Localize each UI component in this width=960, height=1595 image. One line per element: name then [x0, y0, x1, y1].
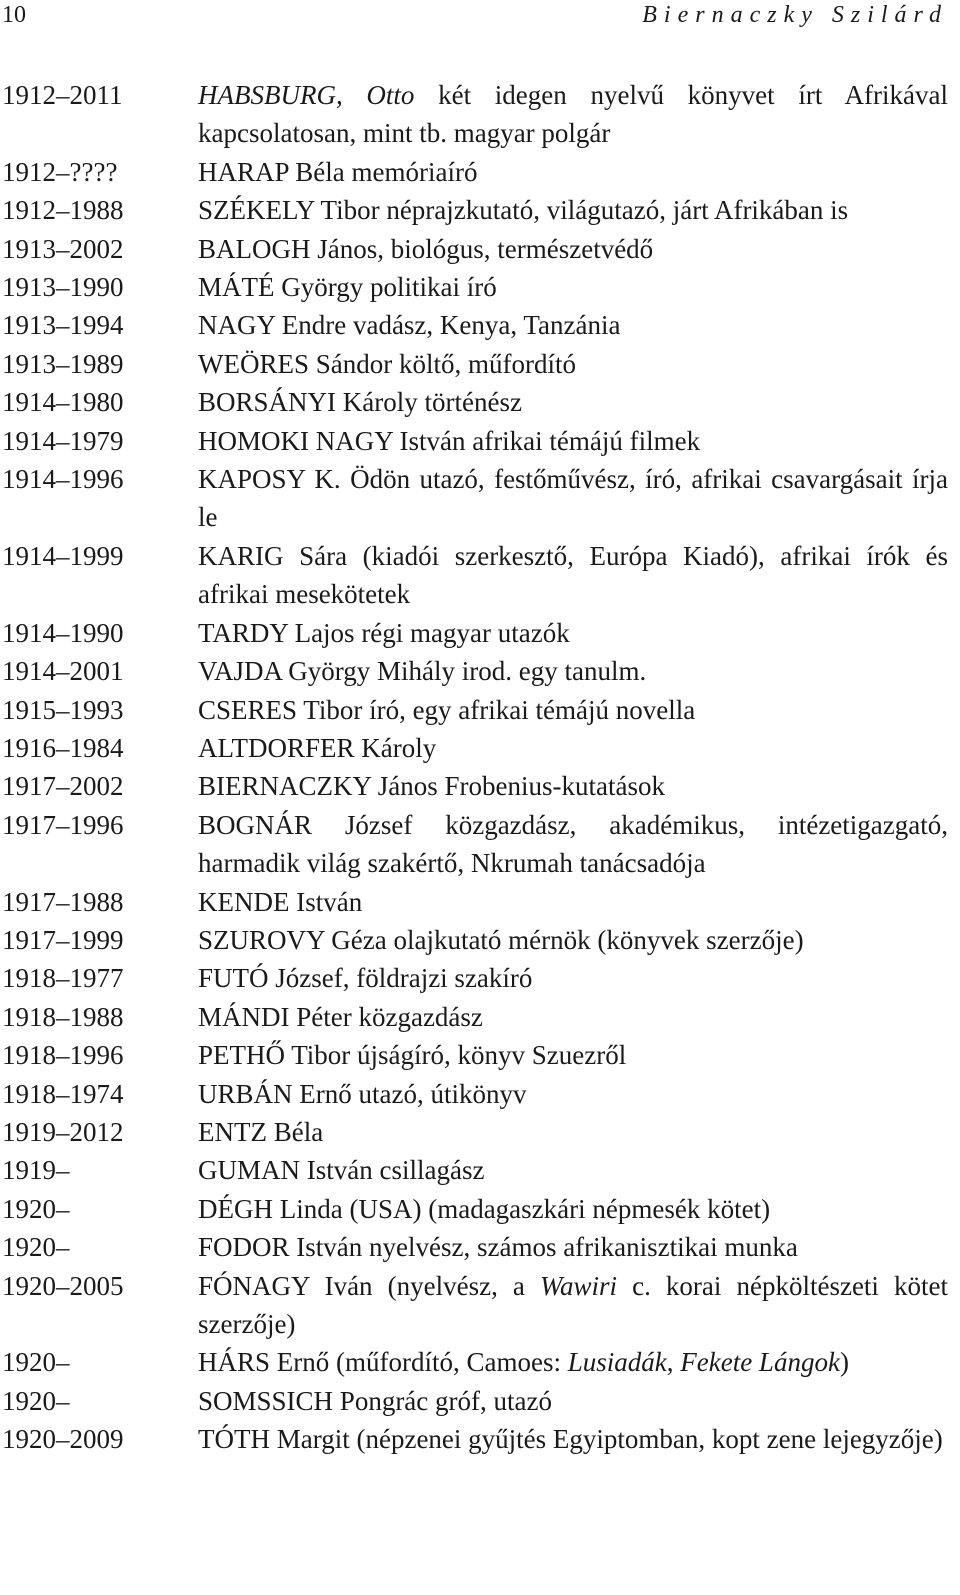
entry-row: [0, 959, 948, 997]
entry-text: KARIG Sára (kiadói szerkesztő, Európa Kiadó), afrikai írók és afrikai mesekötetek: [198, 540, 948, 610]
entry-years: 1919–2012: [2, 1116, 124, 1147]
entry-text: VAJDA György Mihály irod. egy tanulm.: [198, 656, 647, 687]
entry-text: ,: [666, 1347, 681, 1378]
entry-text: BALOGH János, biológus, természetvédő: [198, 233, 654, 264]
entry-text: NAGY Endre vadász, Kenya, Tanzánia: [198, 310, 621, 341]
entry-text: WEÖRES Sándor költő, műfordító: [198, 348, 576, 379]
entry-text: BORSÁNYI Károly történész: [198, 387, 522, 418]
entry-description: [198, 959, 948, 997]
entry-description: [198, 345, 948, 383]
entry-row: [0, 1420, 948, 1458]
entry-text: BOGNÁR József közgazdász, akadémikus, intézetigazgató, harmadik világ szakértő, Nkrumah tanácsadója: [198, 809, 948, 879]
chronology-list: [0, 76, 948, 1459]
entry-years: 1920–: [2, 1193, 70, 1224]
entry-years: 1918–1977: [2, 963, 124, 994]
entry-row: [0, 153, 948, 191]
entry-description: [198, 998, 948, 1036]
entry-row: [0, 883, 948, 921]
entry-text: c. korai népköltészeti kötet szerzője): [198, 1270, 948, 1339]
entry-description: [198, 460, 948, 537]
entry-text: HARAP Béla memóriaíró: [198, 156, 478, 187]
entry-text: SZÉKELY Tibor néprajzkutató, világutazó, járt Afrikában is: [198, 195, 849, 226]
entry-text: TÓTH Margit (népzenei gyűjtés Egyiptomban, kopt zene lejegyzője): [198, 1424, 943, 1455]
page-header: [0, 0, 948, 30]
entry-description: [198, 691, 948, 729]
entry-text: HOMOKI NAGY István afrikai témájú filmek: [198, 425, 701, 456]
entry-row: [0, 1382, 948, 1420]
entry-row: [0, 422, 948, 460]
entry-description: [198, 729, 948, 767]
entry-years: 1912–2011: [2, 80, 123, 110]
entry-row: [0, 191, 948, 229]
entry-text: MÁTÉ György politikai író: [198, 272, 497, 303]
entry-description: [198, 1228, 948, 1266]
entry-years: 1913–2002: [2, 233, 124, 264]
entry-years: 1914–1979: [2, 425, 124, 456]
entry-row: [0, 652, 948, 690]
entry-row: [0, 383, 948, 421]
entry-description: [198, 1113, 948, 1151]
entry-row: [0, 268, 948, 306]
entry-text: URBÁN Ernő utazó, útikönyv: [198, 1078, 527, 1109]
entry-years: 1913–1990: [2, 272, 124, 303]
page-number: 10: [2, 2, 26, 28]
entry-description: [198, 652, 948, 690]
entry-description: [198, 614, 948, 652]
entry-row: [0, 537, 948, 614]
entry-description: [198, 1420, 948, 1458]
entry-description: [198, 1267, 948, 1344]
entry-text: FUTÓ József, földrajzi szakíró: [198, 963, 533, 994]
entry-years: 1914–1980: [2, 387, 124, 418]
entry-years: 1917–1988: [2, 886, 124, 917]
italic-text: Lusiadák: [567, 1347, 667, 1378]
entry-row: [0, 1343, 948, 1381]
entry-years: 1914–1996: [2, 464, 124, 495]
entry-years: 1913–1994: [2, 310, 124, 341]
entry-years: 1920–2005: [2, 1270, 124, 1301]
entry-row: [0, 306, 948, 344]
entry-description: [198, 306, 948, 344]
entry-years: 1918–1988: [2, 1001, 124, 1032]
entry-row: [0, 806, 948, 883]
entry-row: [0, 1267, 948, 1344]
italic-text: Fekete Lángok: [680, 1347, 840, 1378]
entry-row: [0, 230, 948, 268]
entry-row: [0, 614, 948, 652]
entry-row: [0, 1113, 948, 1151]
entry-row: [0, 998, 948, 1036]
entry-text: BIERNACZKY János Frobenius-kutatások: [198, 771, 665, 802]
entry-text: SZUROVY Géza olajkutató mérnök (könyvek szerzője): [198, 924, 804, 955]
entry-years: 1915–1993: [2, 694, 124, 725]
entry-years: 1920–2009: [2, 1424, 124, 1455]
entry-years: 1913–1989: [2, 348, 124, 379]
entry-years: 1912–1988: [2, 195, 124, 226]
italic-text: HABSBURG, Otto: [198, 80, 415, 110]
entry-description: [198, 76, 948, 153]
entry-row: [0, 691, 948, 729]
entry-text: FÓNAGY Iván (nyelvész, a: [198, 1270, 540, 1301]
entry-text: CSERES Tibor író, egy afrikai témájú novella: [198, 694, 696, 725]
entry-description: [198, 230, 948, 268]
entry-text: ENTZ Béla: [198, 1116, 324, 1147]
entry-text: KAPOSY K. Ödön utazó, festőművész, író, afrikai csavargásait írja le: [198, 464, 948, 533]
entry-years: 1918–1974: [2, 1078, 124, 1109]
entry-description: [198, 767, 948, 805]
entry-text: DÉGH Linda (USA) (madagaszkári népmesék kötet): [198, 1193, 771, 1224]
entry-text: MÁNDI Péter közgazdász: [198, 1001, 483, 1032]
entry-row: [0, 460, 948, 537]
entry-text: HÁRS Ernő (műfordító, Camoes:: [198, 1347, 568, 1378]
entry-description: [198, 1075, 948, 1113]
entry-years: 1912–????: [2, 156, 118, 187]
entry-text: SOMSSICH Pongrác gróf, utazó: [198, 1385, 552, 1416]
entry-years: 1920–: [2, 1232, 70, 1263]
entry-text: TARDY Lajos régi magyar utazók: [198, 617, 570, 648]
entry-years: 1917–2002: [2, 771, 124, 802]
entry-description: [198, 921, 948, 959]
entry-text: GUMAN István csillagász: [198, 1155, 485, 1186]
entry-description: [198, 1343, 948, 1381]
entry-row: [0, 1075, 948, 1113]
entry-description: [198, 422, 948, 460]
entry-row: [0, 76, 948, 153]
entry-description: [198, 268, 948, 306]
entry-text: ALTDORFER Károly: [198, 732, 437, 763]
entry-row: [0, 1151, 948, 1189]
entry-row: [0, 1190, 948, 1228]
entry-text: FODOR István nyelvész, számos afrikanisztikai munka: [198, 1232, 798, 1263]
entry-text: KENDE István: [198, 886, 363, 917]
entry-description: [198, 806, 948, 883]
entry-text: PETHŐ Tibor újságíró, könyv Szuezről: [198, 1040, 627, 1071]
entry-row: [0, 767, 948, 805]
entry-years: 1917–1999: [2, 924, 124, 955]
entry-description: [198, 1382, 948, 1420]
entry-description: [198, 1190, 948, 1228]
entry-years: 1914–2001: [2, 656, 124, 687]
entry-description: [198, 1151, 948, 1189]
running-title: Biernaczky Szilárd: [642, 2, 948, 28]
entry-years: 1919–: [2, 1155, 70, 1186]
entry-description: [198, 191, 948, 229]
entry-text: két idegen nyelvű könyvet írt Afrikával kapcsolatosan, mint tb. magyar polgár: [198, 80, 948, 149]
entry-row: [0, 729, 948, 767]
italic-text: Wawiri: [539, 1270, 618, 1301]
entry-years: 1914–1999: [2, 540, 124, 571]
entry-years: 1917–1996: [2, 809, 124, 840]
entry-years: 1920–: [2, 1385, 70, 1416]
entry-row: [0, 921, 948, 959]
entry-years: 1914–1990: [2, 617, 124, 648]
entry-years: 1916–1984: [2, 732, 124, 763]
entry-row: [0, 1228, 948, 1266]
entry-years: 1918–1996: [2, 1040, 124, 1071]
entry-description: [198, 153, 948, 191]
entry-description: [198, 883, 948, 921]
entry-text: ): [839, 1347, 849, 1378]
entry-row: [0, 1036, 948, 1074]
entry-row: [0, 345, 948, 383]
entry-description: [198, 1036, 948, 1074]
entry-description: [198, 537, 948, 614]
entry-description: [198, 383, 948, 421]
entry-years: 1920–: [2, 1347, 70, 1378]
